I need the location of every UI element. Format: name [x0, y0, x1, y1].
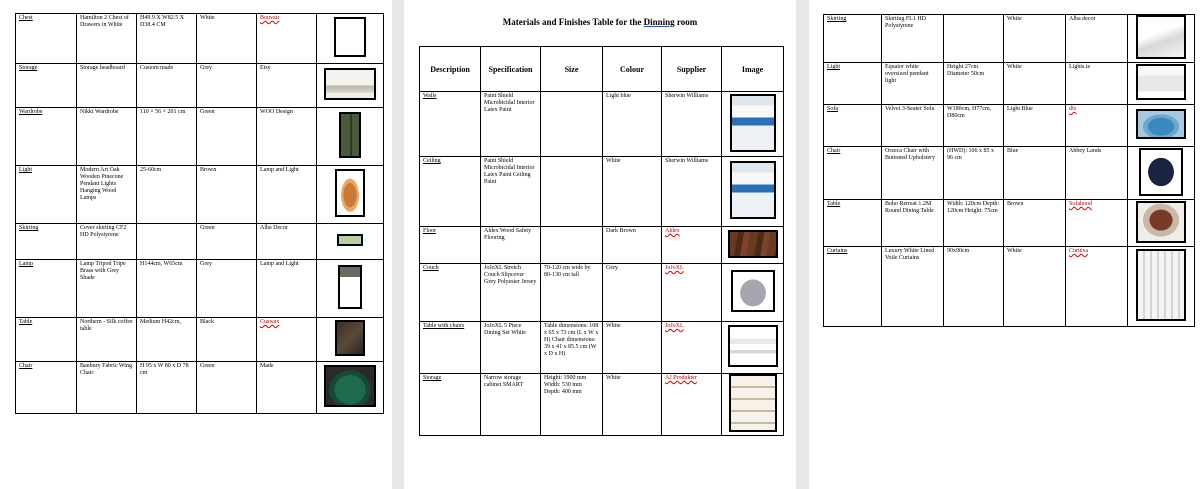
size-cell-text: W180cm, H77cm, D80cm [947, 106, 992, 119]
description-cell-text: Ceiling [423, 158, 441, 164]
description-cell [420, 264, 481, 322]
header-colour: Colour [603, 47, 662, 92]
supplier-cell-text: Made [260, 363, 274, 369]
colour-cell [197, 14, 257, 64]
colour-cell [603, 157, 662, 227]
green-skirting-image [337, 234, 363, 246]
paint-can-image [730, 94, 776, 152]
specification-cell-text: Cover skirting CF2 HD Polystyrene [80, 225, 127, 238]
specification-cell-text: Modern Art Oak Wooden Pinecone Pendant Lights Hanging Wood Lamps [80, 167, 124, 201]
specification-cell [882, 200, 944, 247]
specification-cell-text: Northern - Silk coffee table [80, 319, 133, 332]
description-cell-text: Table [19, 319, 33, 325]
supplier-cell [662, 322, 722, 374]
specification-cell-text: Skirting FL1 HD Polystyrene [885, 16, 927, 29]
image-cell [1128, 147, 1195, 200]
colour-cell-text: White [606, 158, 621, 164]
size-cell [541, 264, 603, 322]
round-table-image [1136, 201, 1186, 243]
specification-cell [481, 374, 541, 436]
dining-set-image [728, 325, 778, 367]
description-cell [824, 247, 882, 327]
size-cell [944, 105, 1004, 147]
colour-cell-text: Green [200, 363, 215, 369]
header-size: Size [541, 47, 603, 92]
colour-cell-text: Brown [200, 167, 217, 173]
specification-cell [481, 92, 541, 157]
colour-cell-text: Grey [200, 261, 212, 267]
size-cell [944, 247, 1004, 327]
supplier-cell-text: Alba Decor [260, 225, 288, 231]
specification-cell [882, 63, 944, 105]
size-cell [137, 14, 197, 64]
supplier-cell [257, 108, 317, 166]
supplier-cell-text: Bouvair [260, 15, 280, 21]
specification-cell-text: Boho Retreat 1.2M Round Dining Table [885, 201, 934, 214]
grey-couch-image [731, 270, 775, 312]
image-cell [317, 260, 384, 318]
colour-cell-text: White [1007, 64, 1022, 70]
size-cell [137, 318, 197, 362]
colour-cell [1004, 247, 1066, 327]
green-wardrobe-image [339, 112, 361, 158]
table-row [16, 108, 384, 166]
curtains-image [1136, 249, 1186, 321]
header-description: Description [420, 47, 481, 92]
description-cell-text: Storage [423, 375, 442, 381]
specification-cell [77, 224, 137, 260]
table-row [16, 318, 384, 362]
colour-cell [1004, 15, 1066, 63]
colour-cell [197, 166, 257, 224]
image-cell [317, 318, 384, 362]
description-cell-text: Lamp [19, 261, 33, 267]
description-cell-text: Skirting [827, 16, 847, 22]
coffee-table-image [335, 320, 365, 356]
page-title [404, 17, 796, 27]
description-cell [824, 200, 882, 247]
specification-cell [77, 108, 137, 166]
size-cell [541, 322, 603, 374]
size-cell [944, 15, 1004, 63]
supplier-cell-text: Abbey Lands [1069, 148, 1102, 154]
supplier-cell-text: JoJoXL [665, 323, 684, 329]
image-cell [722, 157, 784, 227]
description-cell [16, 108, 77, 166]
table-row [824, 147, 1195, 200]
supplier-cell [257, 166, 317, 224]
description-cell-text: Couch [423, 265, 439, 271]
description-cell [16, 166, 77, 224]
supplier-cell [1066, 63, 1128, 105]
supplier-cell-text: Etsy [260, 65, 271, 71]
header-row [420, 47, 784, 92]
specification-cell [77, 260, 137, 318]
size-cell [137, 362, 197, 414]
pendant-light-image [1136, 64, 1186, 100]
supplier-cell [257, 64, 317, 108]
colour-cell-text: Blue [1007, 148, 1019, 154]
colour-cell-text: Dark Brown [606, 228, 636, 234]
white-chest-image [334, 17, 366, 57]
description-cell [16, 318, 77, 362]
description-cell [420, 374, 481, 436]
supplier-cell [257, 224, 317, 260]
furniture-table-page-3 [823, 14, 1195, 327]
supplier-cell [1066, 247, 1128, 327]
specification-cell-text: Paint Shield Microbicidal Interior Latex Paint [484, 93, 535, 113]
size-cell-text: Custom made [140, 65, 174, 71]
specification-cell-text: Nikki Wardrobe [80, 109, 119, 115]
colour-cell-text: Light blue [606, 93, 631, 99]
description-cell [824, 15, 882, 63]
colour-cell-text: White [606, 323, 621, 329]
colour-cell [603, 92, 662, 157]
supplier-cell [662, 157, 722, 227]
image-cell [722, 92, 784, 157]
specification-cell [882, 147, 944, 200]
description-cell [824, 105, 882, 147]
table-row [420, 92, 784, 157]
size-cell [944, 147, 1004, 200]
colour-cell [197, 362, 257, 414]
header-supplier: Supplier [662, 47, 722, 92]
table-row [16, 224, 384, 260]
image-cell [317, 362, 384, 414]
supplier-cell-text: WOO Design [260, 109, 293, 115]
specification-cell-text: JoJoXL 5 Piece Dining Set White [484, 323, 526, 336]
description-cell [16, 14, 77, 64]
description-cell [420, 227, 481, 264]
description-cell [420, 322, 481, 374]
supplier-cell [1066, 147, 1128, 200]
blue-sofa-image [1136, 109, 1186, 139]
description-cell-text: Wardrobe [19, 109, 43, 115]
description-cell [16, 260, 77, 318]
table-row [16, 362, 384, 414]
colour-cell [603, 374, 662, 436]
supplier-cell [1066, 200, 1128, 247]
title-prefix: Materials and Finishes Table for the [502, 17, 644, 27]
supplier-cell-text: Alba decor [1069, 16, 1096, 22]
colour-cell [197, 108, 257, 166]
colour-cell-text: Brown [1007, 201, 1024, 207]
description-cell [824, 147, 882, 200]
furniture-table-page-1 [15, 13, 384, 414]
specification-cell-text: Orzeca Chair with Buttoned Upholstery [885, 148, 936, 161]
specification-cell [481, 322, 541, 374]
image-cell [317, 64, 384, 108]
specification-cell-text: Storage headboard [80, 65, 125, 71]
supplier-cell-text: Lamp and Light [260, 261, 299, 267]
colour-cell [1004, 147, 1066, 200]
description-cell [16, 362, 77, 414]
image-cell [722, 322, 784, 374]
table-row [420, 157, 784, 227]
image-cell [1128, 105, 1195, 147]
paint-can-image [730, 161, 776, 219]
specification-cell [481, 264, 541, 322]
supplier-cell-text: Sherwin Williams [665, 158, 709, 164]
table-row [16, 14, 384, 64]
specification-cell [77, 318, 137, 362]
colour-cell-text: Green [200, 109, 215, 115]
specification-cell-text: Luxury White Lined Voile Curtains [885, 248, 935, 261]
description-cell-text: Chair [827, 148, 841, 154]
wing-chair-image [1139, 148, 1183, 196]
colour-cell [603, 322, 662, 374]
image-cell [1128, 247, 1195, 327]
colour-cell [603, 227, 662, 264]
supplier-cell-text: Lamp and Light [260, 167, 299, 173]
supplier-cell [257, 318, 317, 362]
specification-cell [882, 15, 944, 63]
table-row [824, 247, 1195, 327]
colour-cell-text: White [200, 15, 215, 21]
size-cell [541, 92, 603, 157]
colour-cell-text: Grey [200, 65, 212, 71]
image-cell [317, 224, 384, 260]
pinecone-light-image [335, 169, 365, 217]
supplier-cell-text: Cuswax [260, 319, 280, 325]
size-cell-text: Width: 120cm Depth: 120cm Height: 75cm [947, 201, 1000, 214]
page-1 [0, 0, 392, 489]
description-cell-text: Light [19, 167, 32, 173]
supplier-cell [1066, 15, 1128, 63]
supplier-cell [662, 374, 722, 436]
size-cell [137, 64, 197, 108]
materials-table [419, 46, 784, 436]
specification-cell [882, 105, 944, 147]
size-cell-text: Medium H42cm, [140, 319, 181, 325]
description-cell [16, 64, 77, 108]
supplier-cell-text: Aldex [665, 228, 680, 234]
size-cell-text: 90x90cm [947, 248, 970, 254]
size-cell [137, 260, 197, 318]
table-row [824, 105, 1195, 147]
description-cell-text: Table [827, 201, 841, 207]
specification-cell-text: Narrow storage cabinet SMART [484, 375, 524, 388]
supplier-cell-text: Curtexa [1069, 248, 1088, 254]
size-cell-text: H49.9 X W82.5 X D38.4 CM [140, 15, 185, 28]
specification-cell-text: Paint Shield Microbicidal Interior Latex Paint Ceiling Paint [484, 158, 535, 185]
description-cell-text: Skirting [19, 225, 39, 231]
colour-cell [1004, 63, 1066, 105]
storage-headboard-image [324, 68, 376, 100]
specification-cell-text: Aldex Wood Safety Flooring [484, 228, 532, 241]
size-cell [541, 227, 603, 264]
description-cell-text: Floor [423, 228, 437, 234]
colour-cell [197, 224, 257, 260]
description-cell-text: Chair [19, 363, 33, 369]
wood-floor-image [728, 230, 778, 258]
table-row [420, 322, 784, 374]
specification-cell [77, 362, 137, 414]
size-cell-text: H 95 x W 80 x D 78 cm [140, 363, 189, 376]
size-cell-text: (HWD): 106 x 85 x 96 cm [947, 148, 994, 161]
supplier-cell-text: Lights.ie [1069, 64, 1091, 70]
description-cell-text: Light [827, 64, 840, 70]
image-cell [722, 264, 784, 322]
image-cell [317, 166, 384, 224]
size-cell-text: H144cm, W65cm [140, 261, 183, 267]
size-cell [541, 157, 603, 227]
size-cell-text: 25-60cm [140, 167, 162, 173]
description-cell-text: Curtains [827, 248, 848, 254]
colour-cell-text: White [1007, 248, 1022, 254]
specification-cell-text: Banbury Fabric Wing Chair [80, 363, 132, 376]
colour-cell [197, 260, 257, 318]
image-cell [1128, 63, 1195, 105]
specification-cell [481, 157, 541, 227]
colour-cell-text: White [606, 375, 621, 381]
specification-cell-text: Equator white oversized pendant light [885, 64, 929, 84]
supplier-cell [662, 227, 722, 264]
table-row [16, 260, 384, 318]
table-row [824, 63, 1195, 105]
colour-cell-text: White [1007, 16, 1022, 22]
size-cell-text: Height 27cm Diameter 50cm [947, 64, 985, 77]
table-row [420, 227, 784, 264]
colour-cell [197, 318, 257, 362]
specification-cell [77, 166, 137, 224]
specification-cell-text: Velvet 3-Seater Sofa [885, 106, 935, 112]
size-cell-text: 70-120 cm wide by 80-130 cm tall [544, 265, 591, 278]
description-cell [420, 92, 481, 157]
supplier-cell-text: JoJoXL [665, 265, 684, 271]
description-cell-text: Storage [19, 65, 38, 71]
header-image: Image [722, 47, 784, 92]
table-row [16, 166, 384, 224]
size-cell-text: Table dimensions: 108 x 65 x 73 cm (L x W x H) Chair dimensions: 39 x 41 x 85.5 cm (W x D x H) [544, 323, 599, 357]
description-cell-text: Table with chairs [423, 323, 465, 329]
table-row [420, 264, 784, 322]
tripod-lamp-image [338, 265, 362, 309]
size-cell-text: Height: 1900 mm Width: 530 mm Depth: 400 mm [544, 375, 587, 395]
size-cell-text: 110 × 56 × 201 cm [140, 109, 186, 115]
supplier-cell-text: dfs [1069, 106, 1077, 112]
image-cell [317, 14, 384, 64]
description-cell-text: Chest [19, 15, 33, 21]
specification-cell [77, 64, 137, 108]
specification-cell-text: Lamp Tripod Tripe Brass with Grey Shade [80, 261, 126, 281]
description-cell [824, 63, 882, 105]
white-skirting-image [1136, 15, 1186, 59]
specification-cell-text: JoJoXL Stretch Couch Slipcover Grey Polyester Jersey [484, 265, 537, 285]
colour-cell [197, 64, 257, 108]
supplier-cell [257, 14, 317, 64]
title-suffix: room [674, 17, 698, 27]
image-cell [722, 374, 784, 436]
supplier-cell [662, 264, 722, 322]
colour-cell [1004, 200, 1066, 247]
colour-cell-text: Light Blue [1007, 106, 1033, 112]
size-cell [944, 200, 1004, 247]
table-row [824, 200, 1195, 247]
colour-cell [603, 264, 662, 322]
size-cell [944, 63, 1004, 105]
colour-cell [1004, 105, 1066, 147]
supplier-cell [257, 362, 317, 414]
image-cell [1128, 15, 1195, 63]
size-cell [541, 374, 603, 436]
table-row [824, 15, 1195, 63]
page-3 [809, 0, 1202, 489]
page-2 [404, 0, 796, 489]
colour-cell-text: Black [200, 319, 214, 325]
table-row [420, 374, 784, 436]
description-cell-text: Sofa [827, 106, 838, 112]
image-cell [317, 108, 384, 166]
specification-cell [481, 227, 541, 264]
specification-cell [882, 247, 944, 327]
description-cell-text: Walls [423, 93, 437, 99]
supplier-cell [662, 92, 722, 157]
supplier-cell-text: AJ Produkter [665, 375, 697, 381]
supplier-cell [1066, 105, 1128, 147]
colour-cell-text: Green [200, 225, 215, 231]
description-cell [16, 224, 77, 260]
specification-cell [77, 14, 137, 64]
description-cell [420, 157, 481, 227]
size-cell [137, 224, 197, 260]
colour-cell-text: Grey [606, 265, 618, 271]
image-cell [1128, 200, 1195, 247]
supplier-cell [257, 260, 317, 318]
size-cell [137, 108, 197, 166]
size-cell [137, 166, 197, 224]
table-row [16, 64, 384, 108]
supplier-cell-text: Sofahood [1069, 201, 1092, 207]
green-chair-image [324, 365, 376, 407]
storage-cabinet-image [729, 374, 777, 432]
specification-cell-text: Hamilton 2 Chest of Drawers in White [80, 15, 129, 28]
header-specification: Specification [481, 47, 541, 92]
image-cell [722, 227, 784, 264]
supplier-cell-text: Sherwin Williams [665, 93, 709, 99]
title-room: Dinning [643, 17, 675, 27]
